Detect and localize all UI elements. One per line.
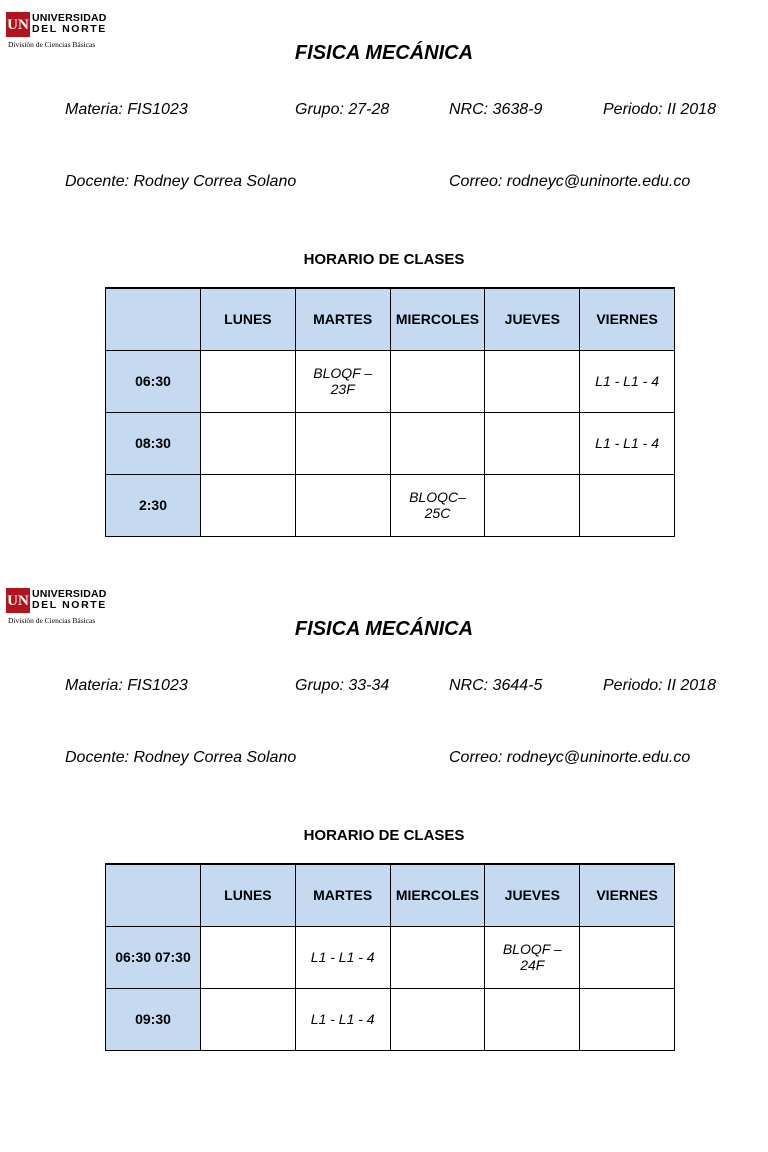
table-cell bbox=[390, 926, 485, 988]
nrc: NRC: 3644-5 bbox=[449, 677, 543, 694]
schedule-title: HORARIO DE CLASES bbox=[303, 251, 465, 268]
table-cell: L1 - L1 - 4 bbox=[580, 350, 675, 412]
table-row bbox=[106, 350, 675, 412]
column-viernes: VIERNES bbox=[580, 288, 675, 350]
column-lunes: LUNES bbox=[201, 288, 296, 350]
nrc: NRC: 3638-9 bbox=[449, 101, 543, 118]
table-cell: BLOQF – 24F bbox=[485, 926, 580, 988]
column-viernes: VIERNES bbox=[580, 864, 675, 926]
grupo: Grupo: 27-28 bbox=[295, 101, 390, 118]
column-jueves: JUEVES bbox=[485, 288, 580, 350]
table-cell bbox=[390, 350, 485, 412]
table-header-cell bbox=[106, 288, 201, 350]
time-cell: 08:30 bbox=[106, 412, 201, 474]
column-martes: MARTES bbox=[295, 864, 390, 926]
course-title: FISICA MECÁNICA bbox=[294, 42, 474, 64]
schedule-table bbox=[105, 287, 675, 537]
university-emblem-icon bbox=[6, 588, 30, 614]
time-cell: 2:30 bbox=[106, 474, 201, 536]
column-miercoles: MIERCOLES bbox=[390, 288, 485, 350]
svg-text:UN: UN bbox=[7, 593, 29, 609]
table-cell bbox=[201, 988, 296, 1050]
table-cell bbox=[201, 350, 296, 412]
table-cell bbox=[201, 474, 296, 536]
logo-division: División de Ciencias Básicas bbox=[8, 616, 96, 625]
table-row bbox=[106, 474, 675, 536]
time-cell: 06:30 bbox=[106, 350, 201, 412]
table-row bbox=[106, 926, 675, 988]
table-header-cell bbox=[106, 864, 201, 926]
logo-line-1: UNIVERSIDAD bbox=[32, 12, 107, 24]
table-cell bbox=[390, 988, 485, 1050]
column-martes: MARTES bbox=[295, 288, 390, 350]
table-cell bbox=[390, 412, 485, 474]
periodo: Periodo: II 2018 bbox=[603, 677, 716, 694]
table-cell bbox=[580, 988, 675, 1050]
column-lunes: LUNES bbox=[201, 864, 296, 926]
table-cell bbox=[201, 926, 296, 988]
correo: Correo: rodneyc@uninorte.edu.co bbox=[449, 173, 691, 190]
schedule-title: HORARIO DE CLASES bbox=[303, 827, 465, 844]
logo-line-2: DEL NORTE bbox=[32, 599, 107, 611]
column-miercoles: MIERCOLES bbox=[390, 864, 485, 926]
table-cell bbox=[485, 988, 580, 1050]
table-cell: L1 - L1 - 4 bbox=[295, 926, 390, 988]
table-cell: L1 - L1 - 4 bbox=[295, 988, 390, 1050]
table-header-row bbox=[106, 288, 675, 350]
table-row bbox=[106, 412, 675, 474]
table-cell bbox=[295, 474, 390, 536]
schedule-section-2 bbox=[0, 576, 768, 1152]
table-cell bbox=[580, 474, 675, 536]
table-header-row bbox=[106, 864, 675, 926]
time-cell: 09:30 bbox=[106, 988, 201, 1050]
docente: Docente: Rodney Correa Solano bbox=[65, 173, 297, 190]
university-emblem-icon bbox=[6, 12, 30, 38]
schedule-table bbox=[105, 863, 675, 1051]
grupo: Grupo: 33-34 bbox=[295, 677, 390, 694]
logo-line-1: UNIVERSIDAD bbox=[32, 588, 107, 600]
svg-text:UN: UN bbox=[7, 17, 29, 33]
course-title: FISICA MECÁNICA bbox=[294, 618, 474, 640]
correo: Correo: rodneyc@uninorte.edu.co bbox=[449, 749, 691, 766]
table-cell bbox=[201, 412, 296, 474]
table-cell bbox=[485, 412, 580, 474]
materia: Materia: FIS1023 bbox=[65, 101, 188, 118]
table-cell bbox=[485, 350, 580, 412]
table-cell bbox=[580, 926, 675, 988]
docente: Docente: Rodney Correa Solano bbox=[65, 749, 297, 766]
table-cell bbox=[295, 412, 390, 474]
table-cell: BLOQF – 23F bbox=[295, 350, 390, 412]
table-cell: L1 - L1 - 4 bbox=[580, 412, 675, 474]
logo-division: División de Ciencias Básicas bbox=[8, 40, 96, 49]
time-cell: 06:30 07:30 bbox=[106, 926, 201, 988]
column-jueves: JUEVES bbox=[485, 864, 580, 926]
table-cell bbox=[485, 474, 580, 536]
periodo: Periodo: II 2018 bbox=[603, 101, 716, 118]
materia: Materia: FIS1023 bbox=[65, 677, 188, 694]
table-cell: BLOQC– 25C bbox=[390, 474, 485, 536]
logo-line-2: DEL NORTE bbox=[32, 23, 107, 35]
table-row bbox=[106, 988, 675, 1050]
